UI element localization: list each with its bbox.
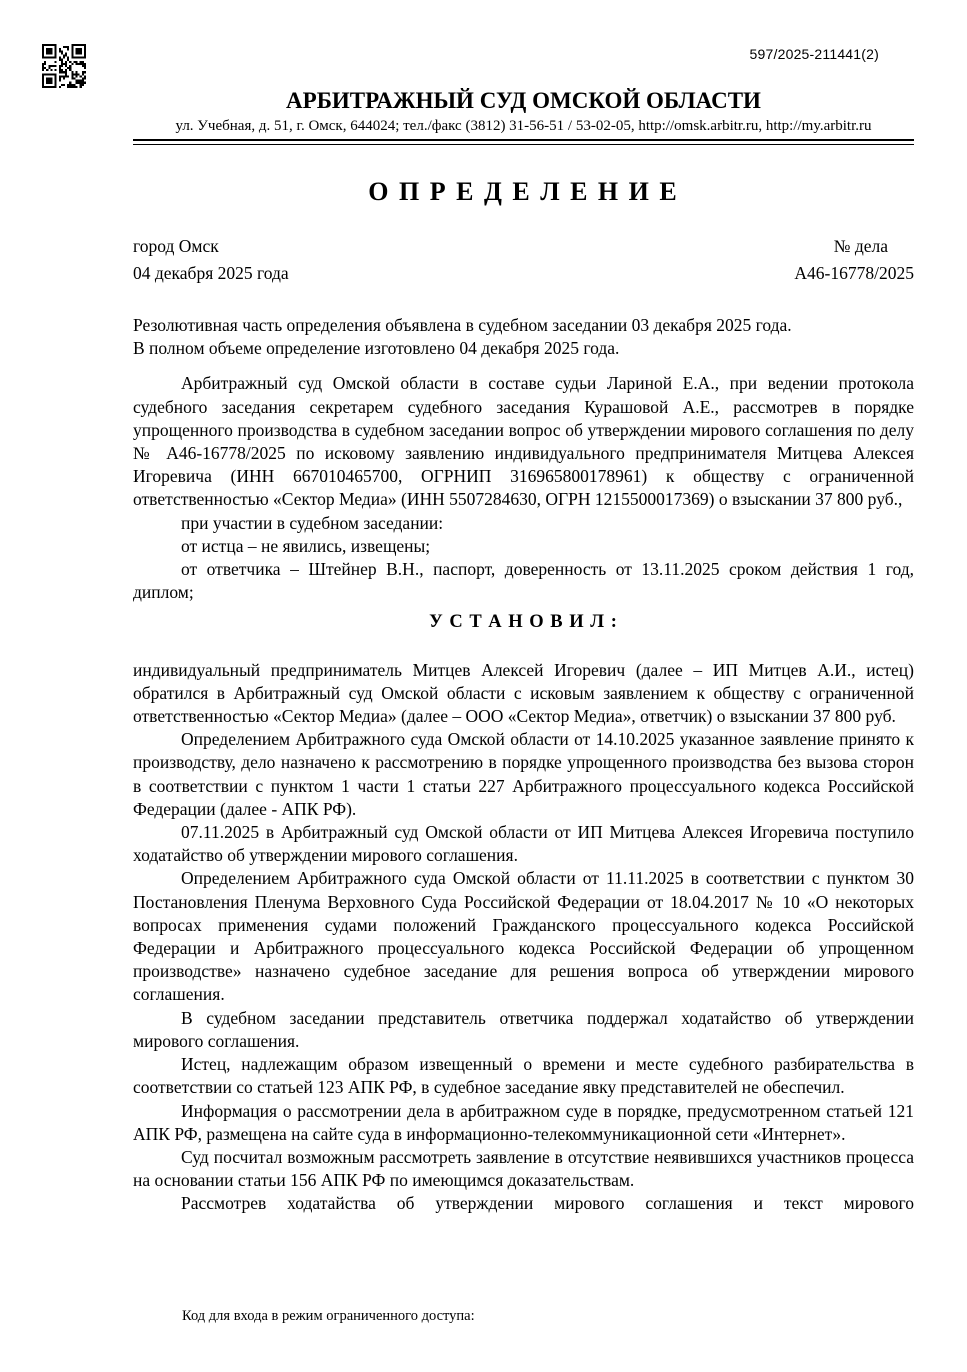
case-number-block <box>794 233 914 287</box>
header-divider <box>133 139 914 145</box>
resolutive-announcement <box>133 314 914 360</box>
body-paragraph: индивидуальный предприниматель Митцев Алексей Игоревич (далее – ИП Митцев А.И., истец) обратился в Арбитражный суд Омской области с исковым заявлением к обществу с ограниченной ответственностью «Сектор Медиа» (далее – ООО «Сектор Медиа», ответчик) о взыскании 37 800 руб. <box>133 659 914 727</box>
document-body <box>133 314 914 1216</box>
document-registration-number: 597/2025-211441(2) <box>749 46 879 62</box>
case-number: А46-16778/2025 <box>794 263 914 283</box>
body-paragraph: Информация о рассмотрении дела в арбитражном суде в порядке, предусмотренном статьей 121 АПК РФ, размещена на сайте суда в информационно-телекоммуникационной сети «Интернет». <box>133 1100 914 1144</box>
court-name: АРБИТРАЖНЫЙ СУД ОМСКОЙ ОБЛАСТИ <box>286 88 761 113</box>
announcement-line: В полном объеме определение изготовлено 04 декабря 2025 года. <box>133 338 620 359</box>
place-and-date <box>133 233 289 287</box>
qr-code-icon <box>42 44 86 88</box>
body-paragraph: В судебном заседании представитель ответчика поддержал ходатайство об утверждении мирового соглашения. <box>133 1007 914 1051</box>
case-number-label: № дела <box>833 236 888 256</box>
body-paragraph: 07.11.2025 в Арбитражный суд Омской области от ИП Митцева Алексея Игоревича поступило ходатайство об утверждении мирового соглашения. <box>133 822 914 866</box>
announcement-line: Резолютивная часть определения объявлена в судебном заседании 03 декабря 2025 года. <box>133 315 792 335</box>
case-meta-row <box>133 233 914 287</box>
body-paragraph: Суд посчитал возможным рассмотреть заявление в отсутствие неявившихся участников процесса на основании статьи 156 АПК РФ по имеющимся доказательствам. <box>133 1146 914 1191</box>
body-paragraph: от ответчика – Штейнер В.Н., паспорт, доверенность от 13.11.2025 сроком действия 1 год, диплом; <box>133 559 914 603</box>
court-address: ул. Учебная, д. 51, г. Омск, 644024; тел./факс (3812) 31-56-51 / 53-02-05, http://omsk.arbitr.ru, http://my.arbitr.ru <box>175 118 872 134</box>
body-paragraph: Рассмотрев ходатайства об утверждении мирового соглашения и текст мирового <box>181 1193 914 1214</box>
body-paragraph: Определением Арбитражного суда Омской области от 14.10.2025 указанное заявление принято к производству, дело назначено к рассмотрению в порядке упрощенного производства без вызова сторон в соответствии с пунктом 1 части 1 статьи 227 Арбитражного процессуального кодекса Российской Федерации (далее - АПК РФ). <box>133 729 914 819</box>
body-paragraph: Арбитражный суд Омской области в составе судьи Лариной Е.А., при ведении протокола судебного заседания секретарем судебного заседания Курашовой А.Е., рассмотрев в порядке упрощенного производства в судебном заседании вопрос об утверждении мирового соглашения по делу № А46-16778/2025 по исковому заявлению индивидуального предпринимателя Митцева Алексея Игоревича (ИНН 667010465700, ОГРНИП 316965800178961) к обществу с ограниченной ответственностью «Сектор Медиа» (ИНН 5507284630, ОГРН 1215500017369) о взыскании 37 800 руб., <box>133 373 914 510</box>
body-paragraph: от истца – не явились, извещены; <box>181 535 431 556</box>
qr-code-svg <box>42 44 86 88</box>
body-paragraph: Определением Арбитражного суда Омской области от 11.11.2025 в соответствии с пунктом 30 Постановления Пленума Верховного Суда Российской Федерации от 18.04.2017 № 10 «О некоторых вопросах применения судами положений Гражданского процессуального кодекса Российской Федерации и Арбитражного процессуального кодекса Российской Федерации об упрощенном производстве» назначено судебное заседание для решения вопроса об утверждении мирового соглашения. <box>133 868 914 1005</box>
body-paragraph: Истец, надлежащим образом извещенный о времени и месте судебного разбирательства в соответствии со статьей 123 АПК РФ, в судебное заседание явку представителей не обеспечил. <box>133 1054 914 1098</box>
ruling-date: 04 декабря 2025 года <box>133 263 289 283</box>
document-content <box>133 0 914 1216</box>
established-heading: У С Т А Н О В И Л : <box>429 612 618 633</box>
body-paragraph: при участии в судебном заседании: <box>181 512 444 533</box>
restricted-access-code-label: Код для входа в режим ограниченного доступа: <box>182 1308 475 1324</box>
document-title: О П Р Е Д Е Л Е Н И Е <box>368 177 679 206</box>
city: город Омск <box>133 236 219 256</box>
